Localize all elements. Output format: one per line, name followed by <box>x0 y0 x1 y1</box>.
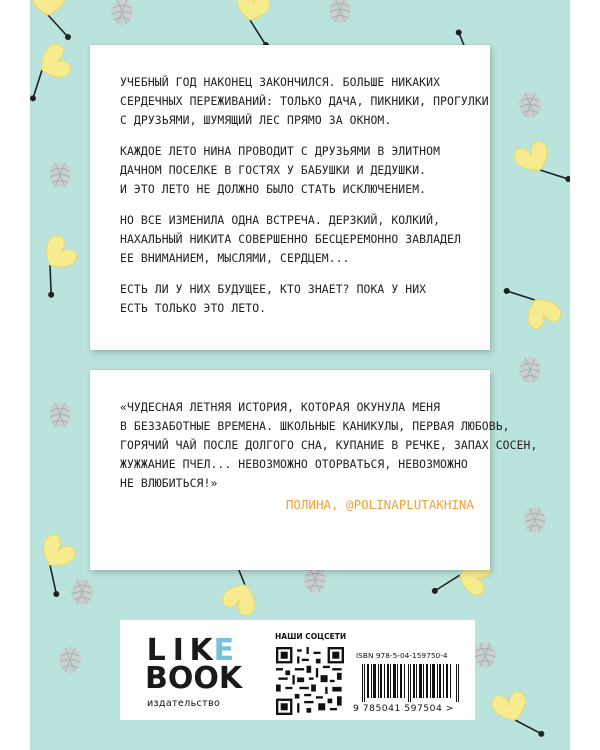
flower-icon <box>229 0 277 49</box>
book-back-cover <box>30 0 570 750</box>
flower-icon <box>490 685 546 749</box>
text-line: ЕСТЬ ТОЛЬКО ЭТО ЛЕТО. <box>120 301 267 315</box>
pinecone-icon <box>519 92 541 118</box>
logo-letter: L <box>146 633 166 668</box>
review-attribution: ПОЛИНА, @POLINAPLUTAKHINA <box>285 497 474 512</box>
barcode-number: 9 785041 597504 > <box>353 703 454 714</box>
barcode <box>362 664 460 702</box>
text-line: КАЖДОЕ ЛЕТО НИНА ПРОВОДИТ С ДРУЗЬЯМИ В ЭЛИТНОМ <box>120 144 441 158</box>
blurb-paragraph-1 <box>120 73 489 130</box>
pinecone-icon <box>111 0 133 25</box>
social-label: НАШИ СОЦСЕТИ <box>275 632 347 641</box>
text-line: И ЭТО ЛЕТО НЕ ДОЛЖНО БЫЛО СТАТЬ ИСКЛЮЧЕНИЕМ. <box>120 182 427 196</box>
pinecone-icon <box>519 357 541 383</box>
publisher-footer <box>120 620 475 720</box>
blurb-paragraph-2 <box>120 142 468 199</box>
publisher-label: издательство <box>147 698 221 709</box>
text-line: НО ВСЕ ИЗМЕНИЛА ОДНА ВСТРЕЧА. ДЕРЗКИЙ, КОЛКИЙ, <box>120 213 441 227</box>
text-line: НАХАЛЬНЫЙ НИКИТА СОВЕРШЕННО БЕСЦЕРЕМОННО ЗАВЛАДЕЛ <box>120 232 461 246</box>
blurb-paragraph-3 <box>120 211 468 268</box>
text-line: ЖУЖЖАНИЕ ПЧЕЛ... НЕВОЗМОЖНО ОТОРВАТЬСЯ, НЕВОЗМОЖНО <box>120 457 468 471</box>
text-line: ГОРЯЧИЙ ЧАЙ ПОСЛЕ ДОЛГОГО СНА, КУПАНИЕ В РЕЧКЕ, ЗАПАХ СОСЕН, <box>120 438 538 452</box>
pinecone-icon <box>49 162 71 188</box>
pinecone-icon <box>59 647 81 673</box>
text-line: УЧЕБНЫЙ ГОД НАКОНЕЦ ЗАКОНЧИЛСЯ. БОЛЬШЕ НИКАКИХ <box>120 75 441 89</box>
logo-bottom-row <box>145 661 243 696</box>
flower-icon <box>30 232 86 299</box>
logo-letter: I <box>172 633 184 668</box>
pinecone-icon <box>524 507 546 533</box>
logo-letter: E <box>213 633 235 668</box>
text-line: В БЕЗЗАБОТНЫЕ ВРЕМЕНА. ШКОЛЬНЫЕ КАНИКУЛЫ, ПЕРВАЯ ЛЮБОВЬ, <box>120 419 510 433</box>
review-quote <box>120 398 538 493</box>
text-line: НЕ ВЛЮБИТЬСЯ!» <box>120 476 218 490</box>
logo-letter: B <box>145 661 168 696</box>
pinecone-icon <box>474 642 496 668</box>
logo-letter: K <box>189 633 213 668</box>
pinecone-icon <box>329 0 351 23</box>
qr-code[interactable] <box>276 647 344 715</box>
text-line: ДАЧНОМ ПОСЕЛКЕ В ГОСТЯХ У БАБУШКИ И ДЕДУШКИ. <box>120 163 427 177</box>
text-line: «ЧУДЕСНАЯ ЛЕТНЯЯ ИСТОРИЯ, КОТОРАЯ ОКУНУЛА МЕНЯ <box>120 400 441 414</box>
pinecone-icon <box>304 567 326 593</box>
isbn-label: ISBN 978-5-04-159750-4 <box>356 651 448 660</box>
pinecone-icon <box>49 402 71 428</box>
flower-icon <box>503 270 564 337</box>
text-line: СЕРДЕЧНЫХ ПЕРЕЖИВАНИЙ: ТОЛЬКО ДАЧА, ПИКНИКИ, ПРОГУЛКИ <box>120 94 489 108</box>
blurb-card <box>90 45 490 350</box>
logo-letter: K <box>218 661 243 696</box>
likebook-logo <box>145 633 243 696</box>
text-line: ЕСТЬ ЛИ У НИХ БУДУЩЕЕ, КТО ЗНАЕТ? ПОКА У НИХ <box>120 282 427 296</box>
flower-icon <box>511 133 570 200</box>
text-line: С ДРУЗЬЯМИ, ШУМЯЩИЙ ЛЕС ПРЯМО ЗА ОКНОМ. <box>120 113 392 127</box>
logo-letter: O <box>167 661 194 696</box>
review-card <box>90 370 538 570</box>
flower-icon <box>30 41 79 102</box>
pinecone-icon <box>71 579 93 605</box>
blurb-paragraph-4 <box>120 280 468 318</box>
logo-letter: O <box>193 661 219 696</box>
text-line: ЕЕ ВНИМАНИЕМ, МЫСЛЯМИ, СЕРДЦЕМ... <box>120 251 350 265</box>
flower-icon <box>32 0 71 40</box>
